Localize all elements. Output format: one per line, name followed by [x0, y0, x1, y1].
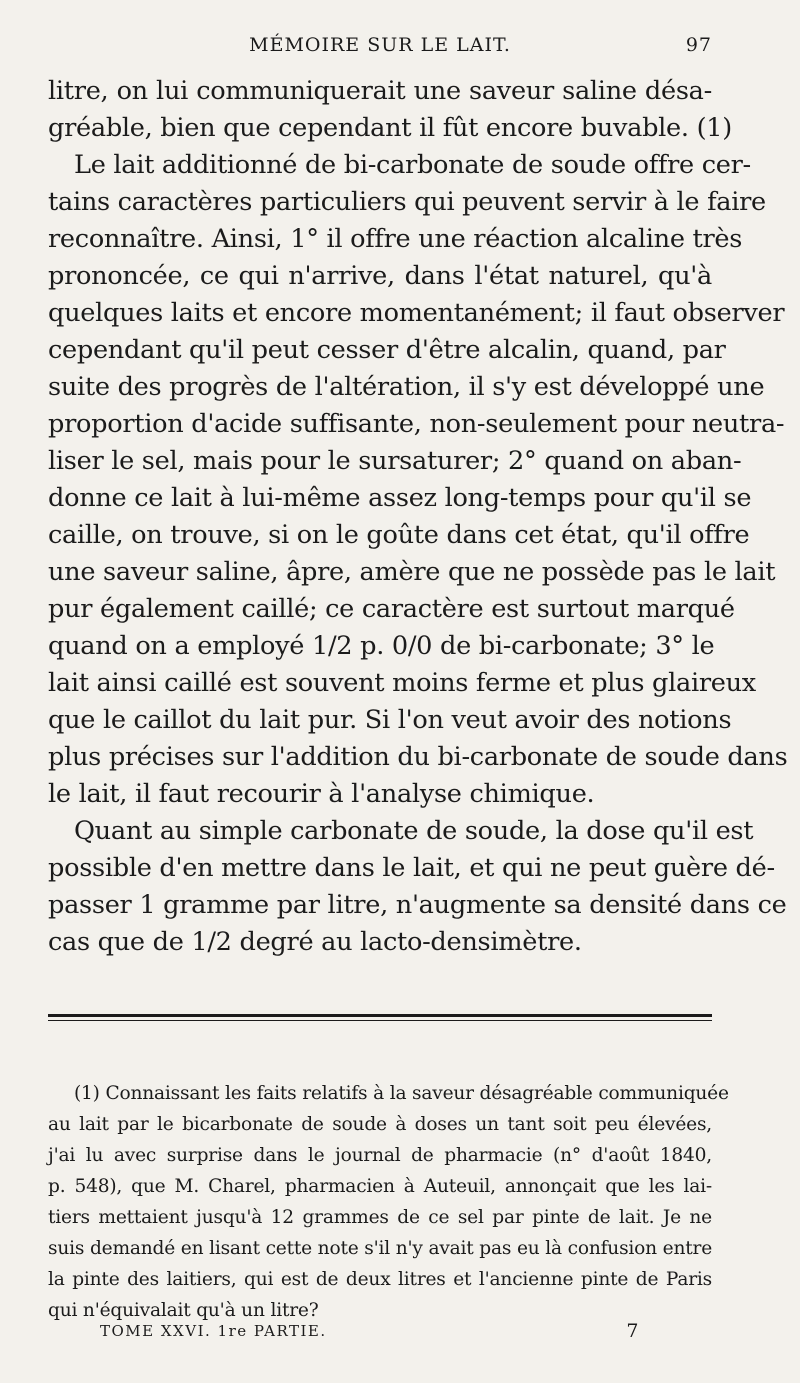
signature-number: 7	[626, 1320, 640, 1342]
body-line: liser le sel, mais pour le sursaturer; 2° quand on aban-	[48, 446, 742, 476]
body-line: quelques laits et encore momentanément; il faut observer	[48, 298, 785, 328]
body-line: tains caractères particuliers qui peuvent servir à le faire	[48, 187, 766, 217]
body-line: le lait, il faut recourir à l'analyse chimique.	[48, 779, 595, 809]
footnote-separator	[48, 1014, 712, 1021]
footnote-line: la pinte des laitiers, qui est de deux litres et l'ancienne pinte de Paris	[48, 1269, 712, 1290]
body-text	[48, 73, 788, 961]
body-line: plus précises sur l'addition du bi-carbonate de soude dans	[48, 742, 788, 772]
body-line: que le caillot du lait pur. Si l'on veut avoir des notions	[48, 705, 732, 735]
body-line: gréable, bien que cependant il fût encore buvable. (1)	[48, 113, 732, 143]
body-line: une saveur saline, âpre, amère que ne possède pas le lait	[48, 557, 776, 587]
body-line: pur également caillé; ce caractère est surtout marqué	[48, 594, 735, 624]
body-line: cas que de 1/2 degré au lacto-densimètre.	[48, 927, 582, 957]
body-line: Le lait additionné de bi-carbonate de soude offre cer-	[74, 150, 751, 180]
page-number: 97	[685, 34, 712, 56]
footnote-line: tiers mettaient jusqu'à 12 grammes de ce sel par pinte de lait. Je ne	[48, 1207, 712, 1228]
body-line: prononcée, ce qui n'arrive, dans l'état naturel, qu'à	[48, 261, 712, 291]
body-line: passer 1 gramme par litre, n'augmente sa densité dans ce	[48, 890, 787, 920]
body-line: possible d'en mettre dans le lait, et qui ne peut guère dé-	[48, 853, 775, 883]
footnote-line: suis demandé en lisant cette note s'il n'y avait pas eu là confusion entre	[48, 1238, 712, 1259]
footnote-line: (1) Connaissant les faits relatifs à la saveur désagréable communiquée	[74, 1083, 729, 1104]
body-line: reconnaître. Ainsi, 1° il offre une réaction alcaline très	[48, 224, 743, 254]
body-line: litre, on lui communiquerait une saveur saline désa-	[48, 76, 712, 106]
body-line: caille, on trouve, si on le goûte dans cet état, qu'il offre	[48, 520, 750, 550]
body-line: quand on a employé 1/2 p. 0/0 de bi-carbonate; 3° le	[48, 631, 715, 661]
footnote-line: j'ai lu avec surprise dans le journal de pharmacie (n° d'août 1840,	[48, 1145, 712, 1166]
signature-text: TOME XXVI. 1re PARTIE.	[100, 1322, 327, 1340]
signature-line	[100, 1320, 640, 1346]
footnote-line: qui n'équivalait qu'à un litre?	[48, 1300, 319, 1321]
body-line: cependant qu'il peut cesser d'être alcalin, quand, par	[48, 335, 726, 365]
running-head-title: MÉMOIRE SUR LE LAIT.	[249, 34, 511, 56]
footnote	[48, 1078, 729, 1326]
body-line: lait ainsi caillé est souvent moins ferme et plus glaireux	[48, 668, 756, 698]
footnote-line: au lait par le bicarbonate de soude à doses un tant soit peu élevées,	[48, 1114, 712, 1135]
body-line: proportion d'acide suffisante, non-seulement pour neutra-	[48, 409, 785, 439]
footnote-line: p. 548), que M. Charel, pharmacien à Auteuil, annonçait que les lai-	[48, 1176, 712, 1197]
body-line: donne ce lait à lui-même assez long-temps pour qu'il se	[48, 483, 752, 513]
body-line: suite des progrès de l'altération, il s'y est développé une	[48, 372, 765, 402]
body-line: Quant au simple carbonate de soude, la dose qu'il est	[74, 816, 754, 846]
running-head	[48, 34, 712, 64]
